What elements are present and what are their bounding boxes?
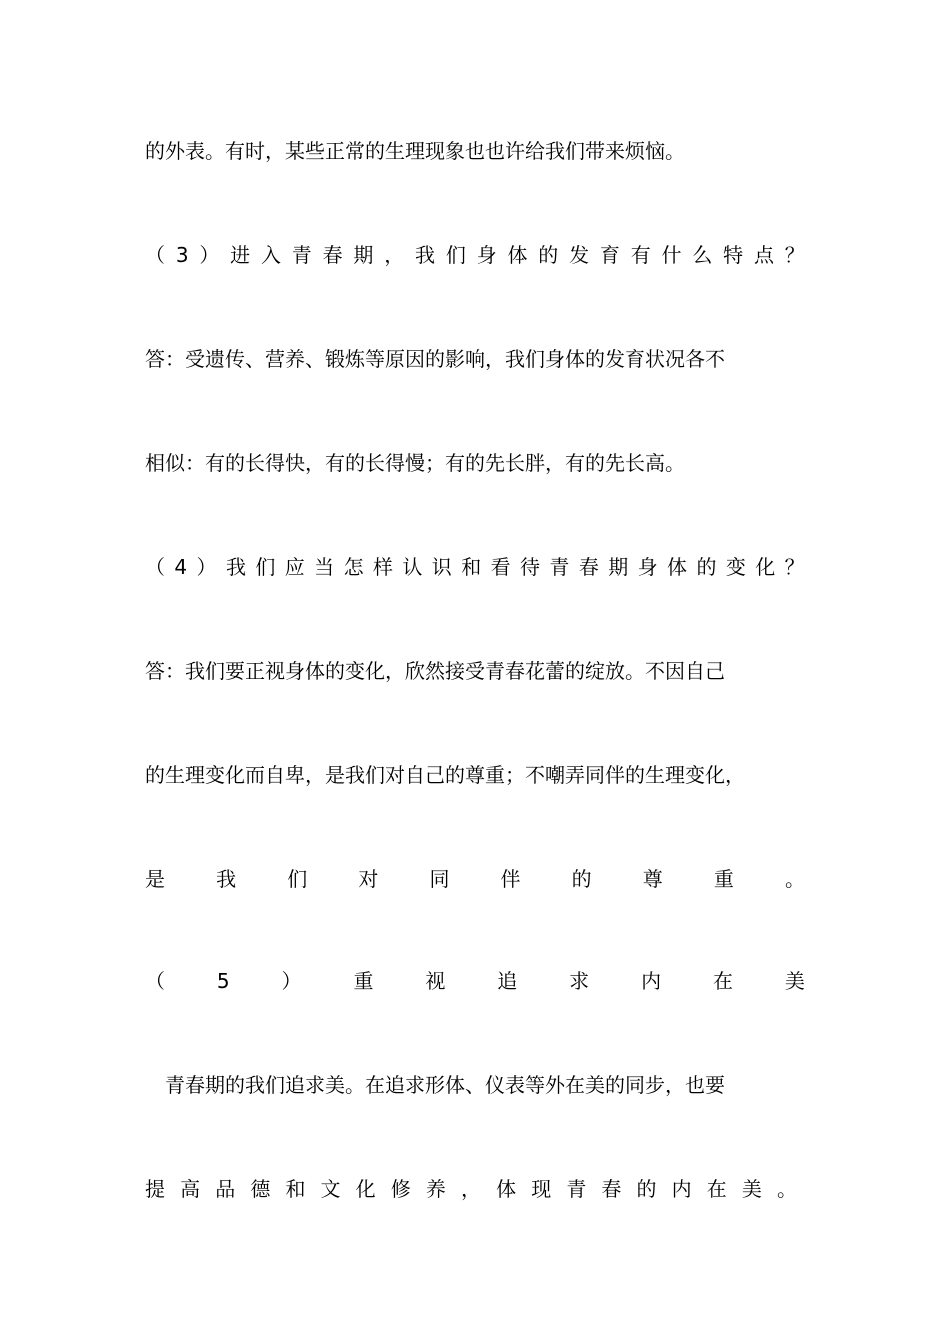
- glyph: 内: [671, 1177, 692, 1201]
- glyph: 春: [322, 243, 343, 267]
- glyph: 重: [713, 867, 734, 891]
- glyph: ，: [460, 1177, 481, 1201]
- glyph: （: [145, 969, 165, 993]
- answer-3-line-2: 相似：有的长得快，有的长得慢；有的先长胖，有的先长高。: [145, 451, 685, 475]
- glyph: 的: [636, 1177, 657, 1201]
- glyph: 体: [667, 555, 688, 579]
- heading-5: [145, 967, 805, 995]
- glyph: 青: [549, 555, 570, 579]
- glyph: 春: [578, 555, 599, 579]
- glyph: 身: [476, 243, 497, 267]
- glyph: 内: [641, 969, 662, 993]
- glyph: 。: [784, 867, 805, 891]
- glyph: 待: [520, 555, 541, 579]
- glyph: 点: [753, 243, 774, 267]
- glyph: ，: [384, 243, 405, 267]
- glyph: ？: [784, 243, 805, 267]
- glyph: 对: [358, 867, 379, 891]
- glyph: 3: [175, 243, 189, 267]
- glyph: 期: [608, 555, 629, 579]
- glyph: 德: [250, 1177, 271, 1201]
- glyph: （: [145, 555, 165, 579]
- glyph: 应: [284, 555, 305, 579]
- glyph: 进: [230, 243, 251, 267]
- glyph: 是: [145, 867, 165, 891]
- glyph: 识: [431, 555, 452, 579]
- glyph: 伴: [500, 867, 521, 891]
- question-4: [145, 553, 805, 581]
- glyph: 我: [415, 243, 436, 267]
- glyph: 。: [776, 1177, 797, 1201]
- glyph: 美: [784, 969, 805, 993]
- glyph: 们: [287, 867, 308, 891]
- glyph: 们: [255, 555, 276, 579]
- glyph: 同: [429, 867, 450, 891]
- glyph: 什: [661, 243, 682, 267]
- glyph: ？: [784, 555, 805, 579]
- glyph: 和: [285, 1177, 306, 1201]
- glyph: 我: [225, 555, 246, 579]
- answer-4-line-2: 的生理变化而自卑，是我们对自己的尊重；不嘲弄同伴的生理变化，: [145, 763, 745, 787]
- glyph: 5: [216, 969, 230, 993]
- glyph: 现: [531, 1177, 552, 1201]
- glyph: 的: [696, 555, 717, 579]
- glyph: 入: [260, 243, 281, 267]
- answer-4-line-3: [145, 865, 805, 893]
- section-5-line-1: 青春期的我们追求美。在追求形体、仪表等外在美的同步，也要: [165, 1073, 725, 1097]
- glyph: 体: [507, 243, 528, 267]
- glyph: 体: [496, 1177, 517, 1201]
- glyph: （: [145, 243, 165, 267]
- glyph: 和: [461, 555, 482, 579]
- glyph: 们: [445, 243, 466, 267]
- glyph: ）: [281, 969, 302, 993]
- glyph: 高: [180, 1177, 201, 1201]
- glyph: 认: [402, 555, 423, 579]
- glyph: 当: [314, 555, 335, 579]
- glyph: 春: [601, 1177, 622, 1201]
- glyph: 看: [490, 555, 511, 579]
- glyph: 文: [320, 1177, 341, 1201]
- glyph: 提: [145, 1177, 165, 1201]
- glyph: 重: [353, 969, 374, 993]
- section-5-line-2: [145, 1175, 797, 1203]
- glyph: 育: [599, 243, 620, 267]
- glyph: 变: [725, 555, 746, 579]
- glyph: 在: [712, 969, 733, 993]
- glyph: ）: [196, 555, 217, 579]
- glyph: 的: [538, 243, 559, 267]
- glyph: 化: [755, 555, 776, 579]
- glyph: 样: [372, 555, 393, 579]
- glyph: 我: [216, 867, 237, 891]
- glyph: 追: [497, 969, 518, 993]
- glyph: 修: [390, 1177, 411, 1201]
- glyph: 美: [741, 1177, 762, 1201]
- answer-4-line-1: 答：我们要正视身体的变化，欣然接受青春花蕾的绽放。不因自己: [145, 659, 725, 683]
- glyph: 尊: [642, 867, 663, 891]
- answer-3-line-1: 答：受遗传、营养、锻炼等原因的影响，我们身体的发育状况各不: [145, 347, 725, 371]
- glyph: 特: [723, 243, 744, 267]
- text-line-1: 的外表。有时，某些正常的生理现象也也许给我们带来烦恼。: [145, 139, 685, 163]
- glyph: ）: [199, 243, 220, 267]
- glyph: 品: [215, 1177, 236, 1201]
- glyph: 青: [291, 243, 312, 267]
- glyph: 发: [569, 243, 590, 267]
- glyph: 青: [566, 1177, 587, 1201]
- glyph: 视: [425, 969, 446, 993]
- glyph: 身: [637, 555, 658, 579]
- glyph: 么: [692, 243, 713, 267]
- glyph: 的: [571, 867, 592, 891]
- glyph: 求: [569, 969, 590, 993]
- question-3: [145, 241, 805, 269]
- glyph: 4: [174, 555, 188, 579]
- glyph: 怎: [343, 555, 364, 579]
- glyph: 养: [425, 1177, 446, 1201]
- glyph: 有: [630, 243, 651, 267]
- glyph: 期: [353, 243, 374, 267]
- glyph: 在: [706, 1177, 727, 1201]
- glyph: 化: [355, 1177, 376, 1201]
